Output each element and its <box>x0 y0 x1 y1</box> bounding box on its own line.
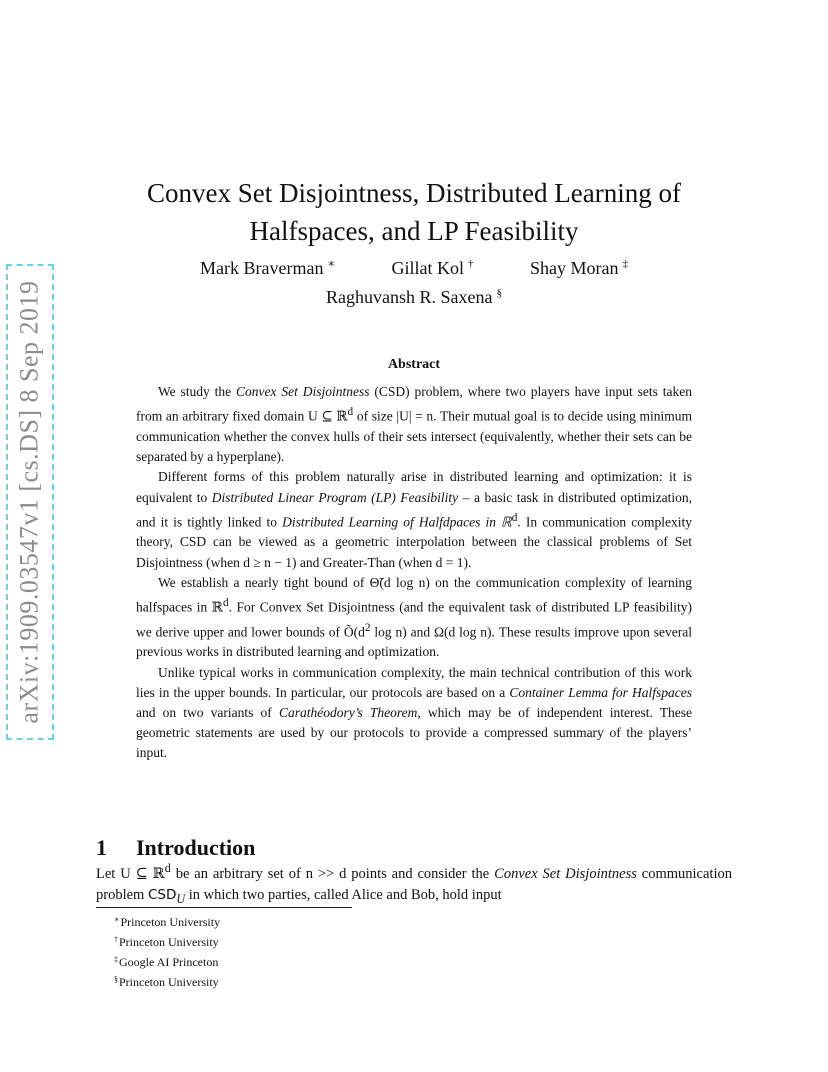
footnote: †Princeton University <box>114 935 219 949</box>
author-row-2 <box>96 281 732 310</box>
abstract-paragraph-2: Different forms of this problem naturally arise in distributed learning and optimization: it is equivalent to Distributed Linear Program (LP) Feasibility – a basic task in distributed optimization, and it is tightly linked to Distributed Learning of Halfdpaces in ℝ$^d$. In communication complexity theory, CSD can be viewed as a geometric interpolation between the classical problems of Set Disjointness (when d ≥ n − 1) and Greater-Than (when d = 1). <box>136 469 692 570</box>
author-mark: ∗ <box>327 258 335 270</box>
abstract-paragraph-3: We establish a nearly tight bound of Θ̃(d log n) on the communication complexity of learning halfspaces in ℝ$^d$. For Convex Set Disjointness (and the equivalent task of distributed LP feasibility) we derive upper and lower bounds of $Õ(d^2$ log n) and Ω(d log n). These results improve upon several previous works in distributed learning and optimization. <box>136 574 692 660</box>
abstract-paragraph-1: We study the Convex Set Disjointness (CSD) problem, where two players have input sets taken from an arbitrary fixed domain U ⊆ ℝ$^d$ of size |U| = n. Their mutual goal is to decide using minimum communication whether the convex hulls of their sets intersect (equivalently, whether their sets can be separated by a hyperplane). <box>136 384 693 465</box>
footnote: ∗Princeton University <box>114 915 221 929</box>
paper-title <box>96 174 732 250</box>
author-mark: ‡ <box>622 258 628 270</box>
author-mark: † <box>467 258 474 270</box>
abstract <box>136 356 692 764</box>
author: Mark Braverman ∗ <box>200 258 335 278</box>
abstract-heading: Abstract <box>387 357 441 372</box>
author: Shay Moran ‡ <box>529 258 628 278</box>
intro-paragraph: Let U ⊆ ℝ$^d$ be an arbitrary set of n >> d points and consider the Convex Set Disjointness communication problem $CSD_U$ in which two parties, called Alice and Bob, hold input <box>96 861 732 906</box>
section-title: Introduction <box>136 835 256 861</box>
footnote: §Princeton University <box>114 975 219 989</box>
author-mark: § <box>496 287 502 299</box>
arxiv-identifier: arXiv:1909.03547v1 [cs.DS] 8 Sep 2019 <box>15 280 45 724</box>
arxiv-stamp <box>6 264 54 740</box>
author: Gillat Kol † <box>391 258 474 278</box>
author: Raghuvansh R. Saxena § <box>326 287 502 307</box>
abstract-paragraph-4: Unlike typical works in communication complexity, the main technical contribution of this work lies in the upper bounds. In particular, our protocols are based on a Container Lemma for Halfspaces and on two variants of Carathéodory’s Theorem, which may be of independent interest. These geometric statements are used by our protocols to provide a compressed summary of the players’ input. <box>136 664 692 761</box>
section-number: 1 <box>96 835 107 861</box>
footnote: ‡Google AI Princeton <box>114 955 219 969</box>
title-line-1: Convex Set Disjointness, Distributed Learning of <box>147 178 681 209</box>
author-list <box>96 252 732 310</box>
footnotes <box>114 911 514 991</box>
title-line-2: Halfspaces, and LP Feasibility <box>249 216 579 247</box>
footnote-rule <box>96 907 352 908</box>
author-row-1 <box>96 252 732 281</box>
